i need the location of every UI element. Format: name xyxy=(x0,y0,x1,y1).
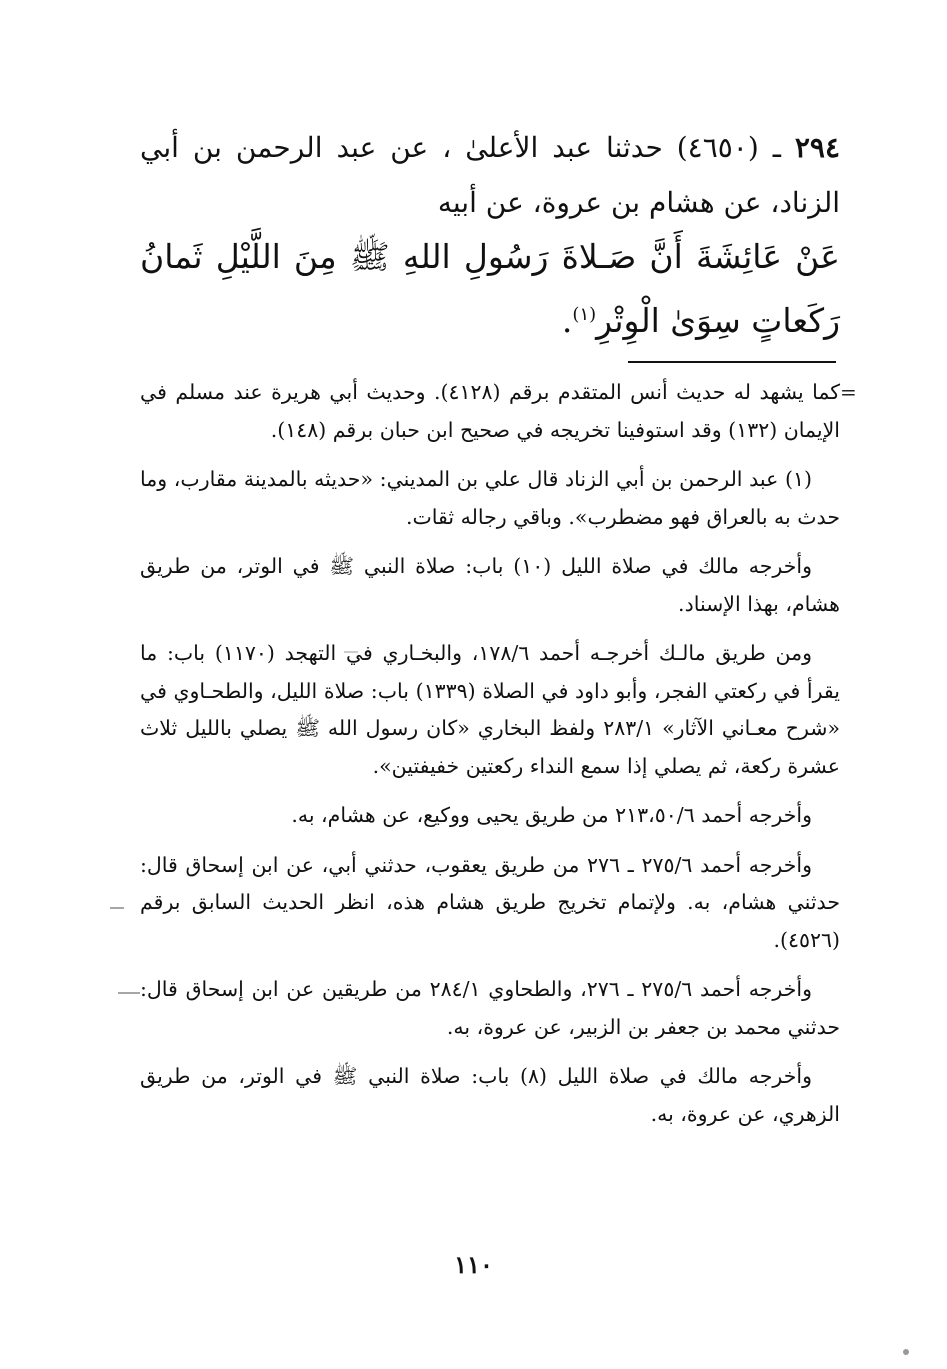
page-number: ١١٠ xyxy=(454,1250,493,1279)
hadith-isnad xyxy=(140,120,840,230)
footnote-paragraph: وأخرجه مالك في صلاة الليل (١٠) باب: صلاة النبي ﷺ في الوتر، من طريق هشام، بهذا الإسناد. xyxy=(140,554,840,616)
footnote-paragraph: وأخرجه أحمد ٢٧٥/٦ ـ ٢٧٦ من طريق يعقوب، حدثني أبي، عن ابن إسحاق قال: حدثني هشام، به. ولإتمام تخريج طريق هشام هذه، انظر الحديث السابق برقم (٤٥٢٦). xyxy=(140,852,840,952)
footnote-paragraph: وأخرجه أحمد ٢٧٥/٦ ـ ٢٧٦، والطحاوي ٢٨٤/١ من طريقين عن ابن إسحاق قال: حدثني محمد بن جعفر بن الزبير، عن عروة، به. xyxy=(140,977,840,1039)
footnote-paragraph: وأخرجه أحمد ٢١٣،٥٠/٦ من طريق يحيى ووكيع، عن هشام، به. xyxy=(291,803,812,827)
footnote-paragraph: (١) عبد الرحمن بن أبي الزناد قال علي بن المديني: «حديثه بالمدينة مقارب، وما حدث به بالعراق فهو مضطرب». وباقي رجاله ثقات. xyxy=(140,467,840,529)
hadith-number: ٢٩٤ xyxy=(794,131,840,164)
footnote-reference: (١) xyxy=(572,304,597,325)
footnote-paragraph: ومن طريق مالـك أخرجـه أحمد ١٧٨/٦، والبخـاري في التهجد (١١٧٠) باب: ما يقرأ في ركعتي الفجر، وأبو داود في الصلاة (١٣٣٩) باب: صلاة الليل، والطحـاوي في «شرح معـاني الآثار» ٢٨٣/١ ولفظ البخاري «كان رسول الله ﷺ يصلي بالليل ثلاث عشرة ركعة، ثم يصلي إذا سمع النداء ركعتين خفيفتين». xyxy=(140,641,841,778)
footnote-paragraph: كما يشهد له حديث أنس المتقدم برقم (٤١٢٨). وحديث أبي هريرة عند مسلم في الإيمان (١٣٢) وقد استوفينا تخريجه في صحيح ابن حبان برقم (١٤٨). xyxy=(140,380,840,442)
footnote-paragraph: وأخرجه مالك في صلاة الليل (٨) باب: صلاة النبي ﷺ في الوتر، من طريق الزهري، عن عروة، به. xyxy=(140,1064,840,1126)
hadith-isnad-text: ـ (٤٦٥٠) حدثنا عبد الأعلىٰ ، عن عبد الرحمن بن أبي الزناد، عن هشام بن عروة، عن أبيه xyxy=(140,131,840,219)
hadith-matn-text: عَنْ عَائِشَةَ أَنَّ صَـلاةَ رَسُولِ اللهِ ﷺ مِنَ اللَّيْلِ ثَمانُ رَكَعاتٍ سِوَىٰ الْوِتْرِ xyxy=(140,237,840,340)
hadith-end-mark: . xyxy=(561,301,573,340)
hadith-matn xyxy=(140,228,840,350)
footnote-separator xyxy=(628,361,836,363)
footnotes xyxy=(140,374,840,1145)
continuation-mark: = xyxy=(840,380,857,404)
